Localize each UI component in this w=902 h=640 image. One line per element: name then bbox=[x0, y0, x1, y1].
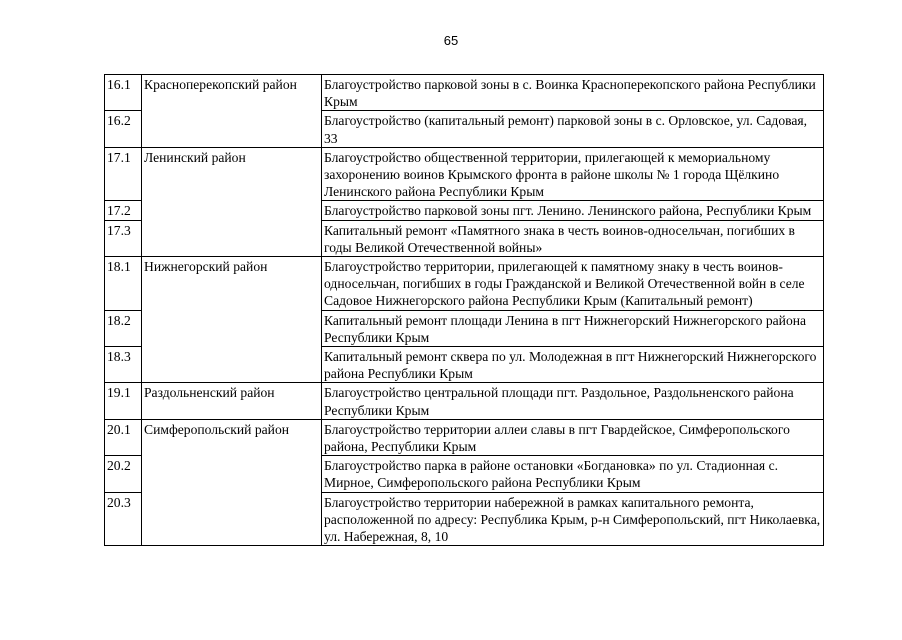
projects-table bbox=[104, 74, 824, 546]
row-number: 20.2 bbox=[105, 456, 142, 492]
row-number: 17.1 bbox=[105, 147, 142, 201]
district-name: Нижнегорский район bbox=[142, 257, 322, 383]
project-description: Благоустройство общественной территории, прилегающей к мемориальному захоронению воинов Крымского фронта в районе школы № 1 города Щёлкино Ленинского района Республики Крым bbox=[322, 147, 824, 201]
project-description: Благоустройство территории, прилегающей к памятному знаку в честь воинов-односельчан, погибших в годы Гражданской и Великой Отечественной войн в селе Садовое Нижнегорского района Республики Крым (Капитальный ремонт) bbox=[322, 257, 824, 311]
project-description: Капитальный ремонт сквера по ул. Молодежная в пгт Нижнегорский Нижнегорского района Республики Крым bbox=[322, 347, 824, 383]
project-description: Благоустройство центральной площади пгт. Раздольное, Раздольненского района Республики Крым bbox=[322, 383, 824, 419]
table-row bbox=[105, 383, 824, 419]
row-number: 16.2 bbox=[105, 111, 142, 147]
district-name: Красноперекопский район bbox=[142, 75, 322, 148]
district-name: Раздольненский район bbox=[142, 383, 322, 419]
row-number: 17.3 bbox=[105, 220, 142, 256]
table-row bbox=[105, 419, 824, 455]
page-number: 65 bbox=[443, 33, 459, 48]
project-description: Благоустройство парковой зоны пгт. Ленино. Ленинского района, Республики Крым bbox=[322, 201, 824, 220]
district-name: Ленинский район bbox=[142, 147, 322, 256]
project-description: Благоустройство территории аллеи славы в пгт Гвардейское, Симферопольского района, Республики Крым bbox=[322, 419, 824, 455]
row-number: 18.3 bbox=[105, 347, 142, 383]
project-description: Капитальный ремонт площади Ленина в пгт Нижнегорский Нижнегорского района Республики Крым bbox=[322, 310, 824, 346]
row-number: 20.3 bbox=[105, 492, 142, 546]
row-number: 18.2 bbox=[105, 310, 142, 346]
table-row bbox=[105, 75, 824, 111]
project-description: Благоустройство парка в районе остановки «Богдановка» по ул. Стадионная с. Мирное, Симферопольского района Республики Крым bbox=[322, 456, 824, 492]
table-row bbox=[105, 257, 824, 311]
row-number: 17.2 bbox=[105, 201, 142, 220]
project-description: Капитальный ремонт «Памятного знака в честь воинов-односельчан, погибших в годы Великой Отечественной войны» bbox=[322, 220, 824, 256]
project-description: Благоустройство парковой зоны в с. Воинка Красноперекопского района Республики Крым bbox=[322, 75, 824, 111]
project-description: Благоустройство территории набережной в рамках капитального ремонта, расположенной по адресу: Республика Крым, р-н Симферопольский, пгт Николаевка, ул. Набережная, 8, 10 bbox=[322, 492, 824, 546]
project-description: Благоустройство (капитальный ремонт) парковой зоны в с. Орловское, ул. Садовая, 33 bbox=[322, 111, 824, 147]
district-name: Симферопольский район bbox=[142, 419, 322, 545]
row-number: 16.1 bbox=[105, 75, 142, 111]
row-number: 20.1 bbox=[105, 419, 142, 455]
table-row bbox=[105, 147, 824, 201]
row-number: 18.1 bbox=[105, 257, 142, 311]
row-number: 19.1 bbox=[105, 383, 142, 419]
